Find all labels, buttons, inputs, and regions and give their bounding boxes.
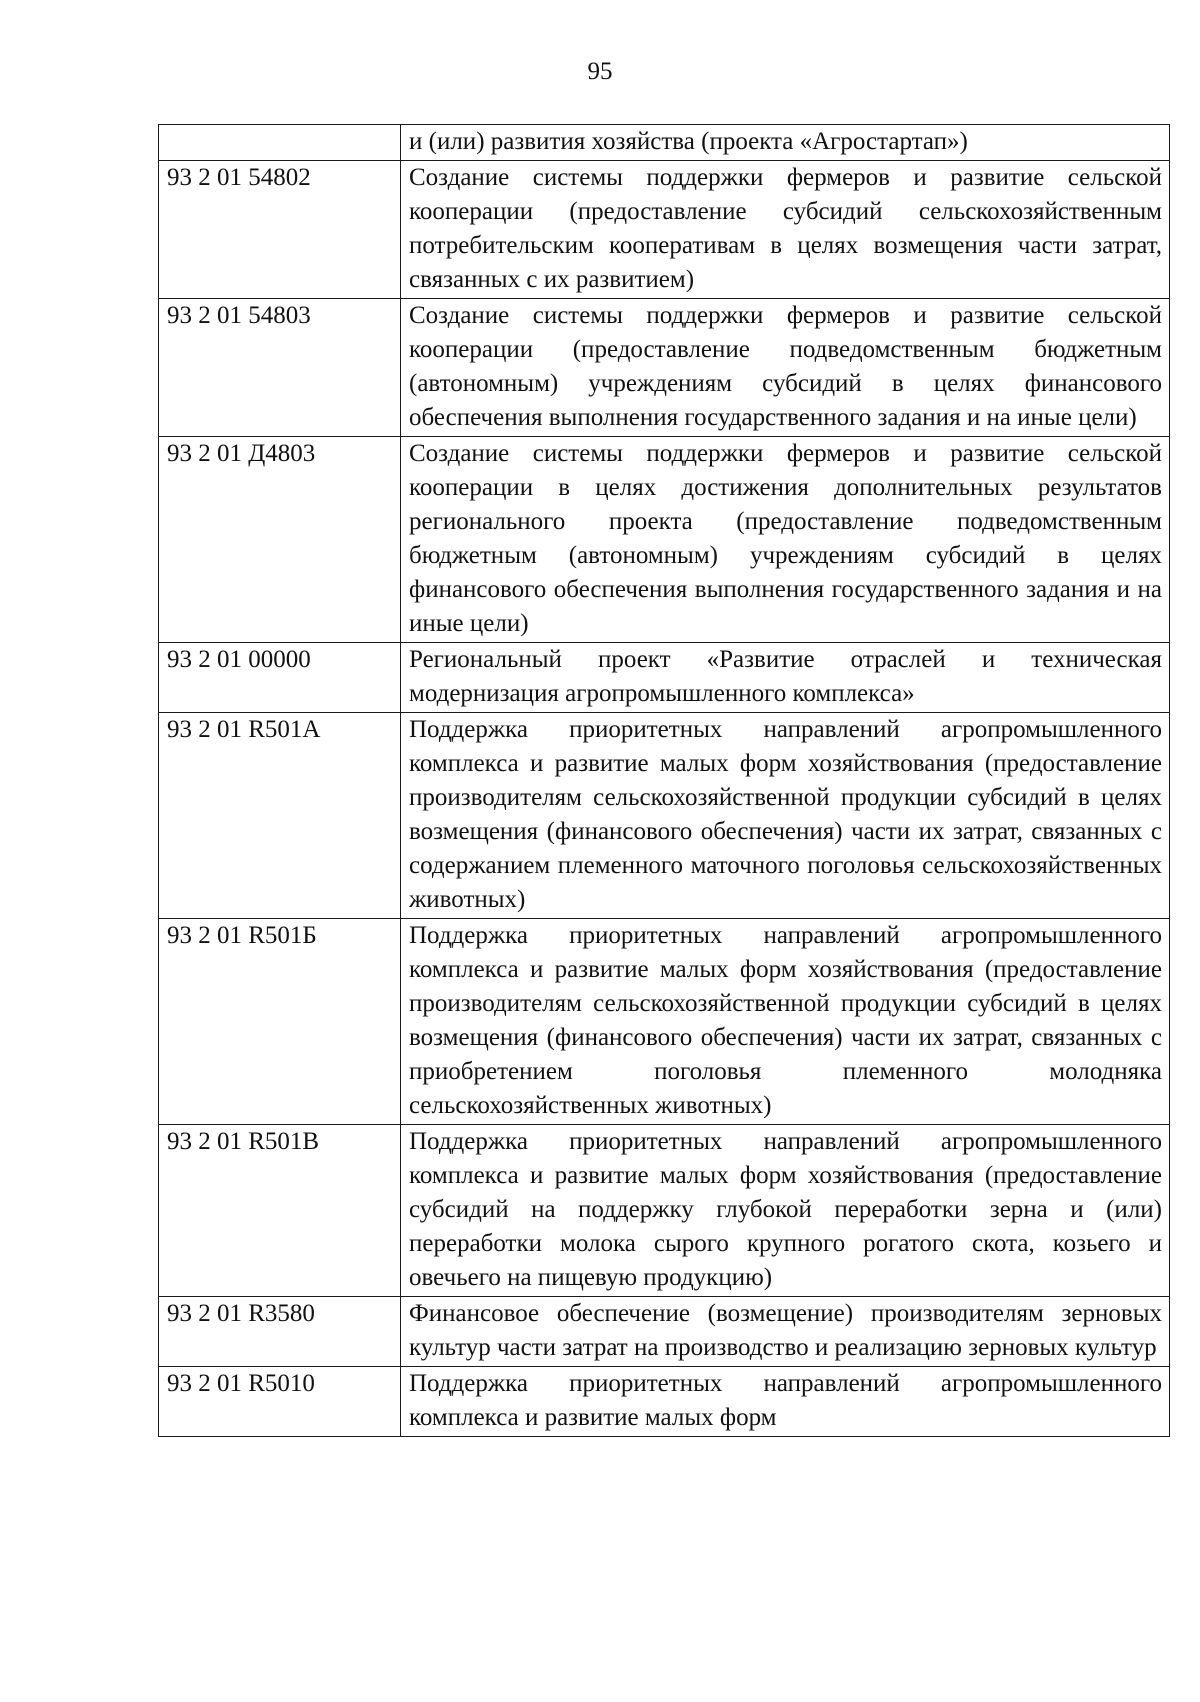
description-cell: Поддержка приоритетных направлений агропромышленного комплекса и развитие малых форм хозяйствования (предоставление производителям сельскохозяйственной продукции субсидий в целях возмещения (финансового обеспечения) части их затрат, связанных с содержанием племенного маточного поголовья сельскохозяйственных животных) <box>401 713 1170 919</box>
table-row <box>159 125 1170 161</box>
code-cell: 93 2 01 R3580 <box>159 1297 401 1367</box>
table-row <box>159 919 1170 1125</box>
description-cell: и (или) развития хозяйства (проекта «Агростартап») <box>401 125 1170 161</box>
code-cell: 93 2 01 R5010 <box>159 1367 401 1437</box>
description-cell: Поддержка приоритетных направлений агропромышленного комплекса и развитие малых форм <box>401 1367 1170 1437</box>
description-cell: Создание системы поддержки фермеров и развитие сельской кооперации (предоставление подведомственным бюджетным (автономным) учреждениям субсидий в целях финансового обеспечения выполнения государственного задания и на иные цели) <box>401 299 1170 437</box>
code-cell: 93 2 01 R501Б <box>159 919 401 1125</box>
table-row <box>159 437 1170 643</box>
table-row <box>159 161 1170 299</box>
table-row <box>159 713 1170 919</box>
code-cell: 93 2 01 R501В <box>159 1125 401 1297</box>
table-row <box>159 643 1170 713</box>
code-cell: 93 2 01 54802 <box>159 161 401 299</box>
code-cell: 93 2 01 Д4803 <box>159 437 401 643</box>
table-row <box>159 1125 1170 1297</box>
description-cell: Поддержка приоритетных направлений агропромышленного комплекса и развитие малых форм хозяйствования (предоставление субсидий на поддержку глубокой переработки зерна и (или) переработки молока сырого крупного рогатого скота, козьего и овечьего на пищевую продукцию) <box>401 1125 1170 1297</box>
code-cell: 93 2 01 R501А <box>159 713 401 919</box>
description-cell: Создание системы поддержки фермеров и развитие сельской кооперации в целях достижения дополнительных результатов регионального проекта (предоставление подведомственным бюджетным (автономным) учреждениям субсидий в целях финансового обеспечения выполнения государственного задания и на иные цели) <box>401 437 1170 643</box>
description-cell: Региональный проект «Развитие отраслей и техническая модернизация агропромышленного комплекса» <box>401 643 1170 713</box>
description-cell: Финансовое обеспечение (возмещение) производителям зерновых культур части затрат на производство и реализацию зерновых культур <box>401 1297 1170 1367</box>
page-number: 95 <box>587 58 613 85</box>
table-row <box>159 1297 1170 1367</box>
code-cell: 93 2 01 00000 <box>159 643 401 713</box>
table-row <box>159 299 1170 437</box>
code-cell <box>159 125 401 161</box>
table-row <box>159 1367 1170 1437</box>
description-cell: Поддержка приоритетных направлений агропромышленного комплекса и развитие малых форм хозяйствования (предоставление производителям сельскохозяйственной продукции субсидий в целях возмещения (финансового обеспечения) части их затрат, связанных с приобретением поголовья племенного молодняка сельскохозяйственных животных) <box>401 919 1170 1125</box>
description-cell: Создание системы поддержки фермеров и развитие сельской кооперации (предоставление субсидий сельскохозяйственным потребительским кооперативам в целях возмещения части затрат, связанных с их развитием) <box>401 161 1170 299</box>
code-cell: 93 2 01 54803 <box>159 299 401 437</box>
classification-table <box>158 124 1170 1437</box>
